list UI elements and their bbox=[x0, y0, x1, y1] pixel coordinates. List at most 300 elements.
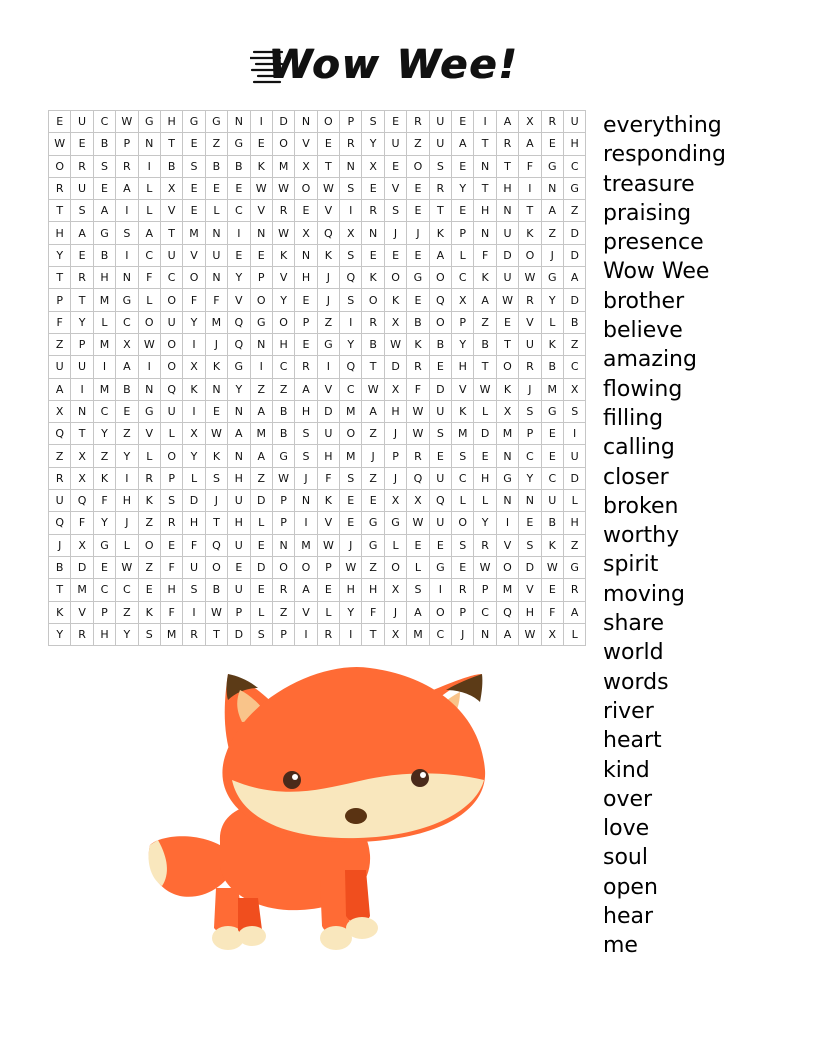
grid-cell: I bbox=[183, 400, 205, 422]
grid-cell: B bbox=[541, 512, 563, 534]
grid-cell: Y bbox=[93, 512, 115, 534]
word-list-item: words bbox=[603, 669, 669, 695]
grid-cell: P bbox=[228, 601, 250, 623]
grid-cell: L bbox=[474, 490, 496, 512]
grid-cell: N bbox=[205, 222, 227, 244]
grid-cell: G bbox=[250, 311, 272, 333]
fox-illustration bbox=[140, 660, 500, 960]
grid-cell: W bbox=[384, 333, 406, 355]
grid-cell: P bbox=[295, 311, 317, 333]
grid-cell: H bbox=[93, 267, 115, 289]
grid-cell: N bbox=[295, 490, 317, 512]
grid-cell: X bbox=[183, 423, 205, 445]
grid-cell: A bbox=[71, 222, 93, 244]
grid-cell: E bbox=[71, 244, 93, 266]
grid-cell: K bbox=[429, 222, 451, 244]
grid-cell: L bbox=[541, 311, 563, 333]
word-list-item: world bbox=[603, 640, 664, 666]
grid-cell: Y bbox=[49, 623, 71, 645]
grid-row bbox=[49, 512, 586, 534]
grid-cell: E bbox=[317, 133, 339, 155]
word-list-item: share bbox=[603, 611, 664, 637]
grid-cell: I bbox=[563, 423, 585, 445]
grid-cell: K bbox=[205, 356, 227, 378]
grid-cell: W bbox=[407, 400, 429, 422]
grid-cell: X bbox=[295, 222, 317, 244]
grid-cell: V bbox=[295, 133, 317, 155]
grid-cell: J bbox=[49, 534, 71, 556]
grid-cell: G bbox=[362, 512, 384, 534]
grid-cell: Y bbox=[340, 601, 362, 623]
grid-cell: A bbox=[93, 200, 115, 222]
grid-cell: U bbox=[71, 111, 93, 133]
grid-cell: O bbox=[160, 356, 182, 378]
grid-cell: X bbox=[496, 400, 518, 422]
grid-cell: I bbox=[317, 356, 339, 378]
grid-cell: S bbox=[407, 579, 429, 601]
grid-cell: W bbox=[317, 177, 339, 199]
grid-cell: C bbox=[429, 623, 451, 645]
grid-cell: G bbox=[228, 356, 250, 378]
word-list-item: me bbox=[603, 933, 638, 959]
grid-cell: L bbox=[452, 490, 474, 512]
title-banner bbox=[250, 44, 570, 90]
grid-cell: R bbox=[519, 289, 541, 311]
grid-cell: E bbox=[295, 200, 317, 222]
grid-cell: S bbox=[183, 579, 205, 601]
grid-cell: U bbox=[49, 490, 71, 512]
grid-cell: S bbox=[295, 423, 317, 445]
grid-cell: C bbox=[228, 200, 250, 222]
grid-cell: M bbox=[93, 289, 115, 311]
grid-cell: F bbox=[71, 512, 93, 534]
grid-cell: N bbox=[116, 267, 138, 289]
grid-cell: E bbox=[295, 289, 317, 311]
grid-cell: E bbox=[429, 356, 451, 378]
grid-cell: J bbox=[519, 378, 541, 400]
grid-cell: O bbox=[138, 311, 160, 333]
grid-cell: W bbox=[138, 333, 160, 355]
grid-cell: J bbox=[384, 423, 406, 445]
grid-cell: Q bbox=[340, 356, 362, 378]
word-list-item: moving bbox=[603, 581, 685, 607]
grid-cell: E bbox=[541, 133, 563, 155]
grid-cell: E bbox=[452, 155, 474, 177]
grid-cell: O bbox=[384, 556, 406, 578]
grid-cell: U bbox=[496, 222, 518, 244]
grid-cell: C bbox=[160, 267, 182, 289]
fox-nose bbox=[345, 808, 367, 824]
word-list-item: hear bbox=[603, 904, 654, 930]
grid-cell: E bbox=[183, 133, 205, 155]
grid-cell: E bbox=[250, 534, 272, 556]
grid-cell: X bbox=[116, 333, 138, 355]
grid-cell: G bbox=[362, 534, 384, 556]
grid-cell: W bbox=[272, 177, 294, 199]
grid-cell: U bbox=[541, 490, 563, 512]
grid-cell: F bbox=[205, 289, 227, 311]
grid-cell: N bbox=[340, 155, 362, 177]
grid-cell: N bbox=[138, 378, 160, 400]
grid-cell: P bbox=[49, 289, 71, 311]
grid-row bbox=[49, 311, 586, 333]
grid-cell: C bbox=[563, 356, 585, 378]
grid-cell: R bbox=[407, 356, 429, 378]
grid-cell: P bbox=[93, 601, 115, 623]
grid-cell: R bbox=[49, 177, 71, 199]
grid-cell: K bbox=[541, 534, 563, 556]
word-list-item: presence bbox=[603, 230, 704, 256]
grid-cell: F bbox=[407, 378, 429, 400]
grid-cell: U bbox=[429, 111, 451, 133]
grid-cell: L bbox=[250, 601, 272, 623]
grid-cell: H bbox=[384, 400, 406, 422]
grid-cell: H bbox=[49, 222, 71, 244]
grid-cell: H bbox=[295, 267, 317, 289]
grid-cell: S bbox=[519, 534, 541, 556]
grid-row bbox=[49, 289, 586, 311]
grid-cell: U bbox=[160, 311, 182, 333]
grid-cell: K bbox=[541, 333, 563, 355]
grid-cell: R bbox=[362, 200, 384, 222]
grid-cell: L bbox=[138, 177, 160, 199]
grid-row bbox=[49, 378, 586, 400]
grid-cell: I bbox=[429, 579, 451, 601]
grid-cell: W bbox=[205, 423, 227, 445]
word-list-item: worthy bbox=[603, 523, 680, 549]
grid-cell: G bbox=[429, 556, 451, 578]
grid-cell: F bbox=[183, 289, 205, 311]
grid-cell: B bbox=[228, 155, 250, 177]
grid-cell: O bbox=[496, 556, 518, 578]
grid-cell: H bbox=[228, 512, 250, 534]
grid-cell: D bbox=[563, 467, 585, 489]
grid-cell: G bbox=[183, 111, 205, 133]
grid-cell: N bbox=[205, 267, 227, 289]
grid-cell: M bbox=[183, 222, 205, 244]
grid-cell: Z bbox=[250, 467, 272, 489]
grid-cell: L bbox=[160, 423, 182, 445]
grid-cell: G bbox=[541, 155, 563, 177]
grid-cell: J bbox=[384, 222, 406, 244]
grid-cell: R bbox=[340, 133, 362, 155]
grid-cell: R bbox=[116, 155, 138, 177]
grid-cell: C bbox=[452, 267, 474, 289]
grid-cell: S bbox=[250, 623, 272, 645]
grid-cell: U bbox=[317, 423, 339, 445]
grid-cell: O bbox=[429, 267, 451, 289]
grid-cell: I bbox=[116, 244, 138, 266]
grid-cell: P bbox=[452, 222, 474, 244]
word-list-item: treasure bbox=[603, 171, 695, 197]
word-list-item: brother bbox=[603, 288, 685, 314]
grid-cell: P bbox=[452, 601, 474, 623]
grid-cell: Z bbox=[563, 200, 585, 222]
grid-cell: J bbox=[205, 490, 227, 512]
grid-cell: Y bbox=[452, 177, 474, 199]
grid-cell: E bbox=[295, 333, 317, 355]
grid-cell: M bbox=[205, 311, 227, 333]
grid-cell: A bbox=[138, 222, 160, 244]
grid-row bbox=[49, 534, 586, 556]
grid-cell: U bbox=[228, 490, 250, 512]
grid-cell: W bbox=[496, 289, 518, 311]
grid-cell: Z bbox=[474, 311, 496, 333]
fox-eye-right bbox=[411, 769, 429, 787]
grid-cell: M bbox=[93, 333, 115, 355]
grid-cell: N bbox=[228, 445, 250, 467]
grid-cell: K bbox=[452, 400, 474, 422]
grid-cell: N bbox=[474, 623, 496, 645]
grid-cell: L bbox=[138, 289, 160, 311]
grid-cell: L bbox=[384, 534, 406, 556]
grid-cell: T bbox=[362, 356, 384, 378]
grid-cell: N bbox=[496, 490, 518, 512]
grid-cell: G bbox=[272, 445, 294, 467]
grid-cell: M bbox=[496, 579, 518, 601]
grid-cell: N bbox=[205, 378, 227, 400]
grid-cell: A bbox=[429, 244, 451, 266]
grid-cell: Z bbox=[563, 333, 585, 355]
grid-cell: P bbox=[250, 267, 272, 289]
grid-cell: L bbox=[205, 200, 227, 222]
grid-cell: H bbox=[496, 177, 518, 199]
grid-cell: K bbox=[407, 333, 429, 355]
grid-cell: K bbox=[205, 445, 227, 467]
grid-cell: C bbox=[340, 378, 362, 400]
grid-cell: E bbox=[474, 445, 496, 467]
grid-cell: Z bbox=[116, 601, 138, 623]
grid-cell: O bbox=[138, 534, 160, 556]
grid-cell: I bbox=[183, 601, 205, 623]
grid-cell: K bbox=[474, 267, 496, 289]
grid-cell: N bbox=[250, 222, 272, 244]
grid-cell: E bbox=[452, 200, 474, 222]
grid-cell: T bbox=[362, 623, 384, 645]
grid-cell: O bbox=[49, 155, 71, 177]
grid-cell: G bbox=[496, 467, 518, 489]
grid-cell: R bbox=[407, 445, 429, 467]
grid-cell: J bbox=[317, 267, 339, 289]
grid-cell: A bbox=[563, 267, 585, 289]
grid-cell: E bbox=[93, 177, 115, 199]
grid-cell: F bbox=[519, 155, 541, 177]
grid-cell: U bbox=[228, 579, 250, 601]
grid-cell: R bbox=[519, 356, 541, 378]
word-list-item: kind bbox=[603, 757, 650, 783]
grid-cell: D bbox=[496, 244, 518, 266]
grid-cell: W bbox=[362, 378, 384, 400]
grid-cell: O bbox=[250, 289, 272, 311]
grid-cell: L bbox=[183, 467, 205, 489]
grid-cell: M bbox=[340, 400, 362, 422]
grid-cell: V bbox=[384, 177, 406, 199]
grid-cell: Z bbox=[138, 556, 160, 578]
grid-cell: L bbox=[563, 623, 585, 645]
grid-cell: E bbox=[541, 579, 563, 601]
grid-cell: X bbox=[384, 311, 406, 333]
grid-cell: B bbox=[362, 333, 384, 355]
grid-cell: G bbox=[205, 111, 227, 133]
grid-cell: S bbox=[93, 155, 115, 177]
grid-cell: O bbox=[340, 423, 362, 445]
word-list-item: responding bbox=[603, 142, 726, 168]
grid-cell: E bbox=[452, 556, 474, 578]
grid-cell: Y bbox=[452, 333, 474, 355]
grid-cell: V bbox=[519, 579, 541, 601]
grid-cell: U bbox=[563, 445, 585, 467]
grid-cell: W bbox=[340, 556, 362, 578]
word-list-item: filling bbox=[603, 405, 664, 431]
grid-cell: W bbox=[407, 512, 429, 534]
grid-cell: G bbox=[93, 534, 115, 556]
grid-cell: A bbox=[250, 400, 272, 422]
grid-row bbox=[49, 445, 586, 467]
grid-cell: E bbox=[116, 400, 138, 422]
grid-cell: C bbox=[452, 467, 474, 489]
grid-cell: W bbox=[519, 623, 541, 645]
grid-cell: V bbox=[295, 601, 317, 623]
grid-cell: C bbox=[93, 400, 115, 422]
grid-cell: Q bbox=[429, 490, 451, 512]
grid-cell: Y bbox=[541, 289, 563, 311]
grid-cell: N bbox=[496, 200, 518, 222]
grid-cell: M bbox=[541, 378, 563, 400]
grid-cell: O bbox=[160, 445, 182, 467]
grid-cell: J bbox=[452, 623, 474, 645]
grid-cell: V bbox=[272, 267, 294, 289]
grid-cell: Z bbox=[563, 534, 585, 556]
grid-cell: S bbox=[563, 400, 585, 422]
grid-cell: E bbox=[71, 133, 93, 155]
grid-cell: V bbox=[71, 601, 93, 623]
grid-cell: I bbox=[496, 512, 518, 534]
grid-cell: G bbox=[541, 400, 563, 422]
grid-cell: N bbox=[250, 333, 272, 355]
grid-cell: U bbox=[160, 244, 182, 266]
grid-cell: W bbox=[250, 177, 272, 199]
grid-cell: O bbox=[295, 556, 317, 578]
grid-cell: V bbox=[317, 378, 339, 400]
grid-cell: F bbox=[160, 556, 182, 578]
grid-cell: B bbox=[429, 333, 451, 355]
grid-cell: X bbox=[340, 222, 362, 244]
word-list bbox=[603, 111, 726, 961]
grid-cell: L bbox=[474, 400, 496, 422]
grid-cell: B bbox=[160, 155, 182, 177]
grid-cell: B bbox=[474, 333, 496, 355]
grid-cell: Z bbox=[541, 222, 563, 244]
fox-leg-front-right bbox=[345, 870, 370, 924]
grid-cell: J bbox=[317, 289, 339, 311]
grid-cell: F bbox=[317, 467, 339, 489]
grid-cell: T bbox=[49, 579, 71, 601]
grid-cell: R bbox=[452, 579, 474, 601]
grid-cell: Q bbox=[228, 333, 250, 355]
grid-cell: N bbox=[295, 111, 317, 133]
grid-cell: K bbox=[362, 267, 384, 289]
grid-cell: F bbox=[138, 267, 160, 289]
grid-cell: R bbox=[429, 177, 451, 199]
grid-cell: E bbox=[340, 512, 362, 534]
grid-cell: G bbox=[138, 111, 160, 133]
grid-cell: E bbox=[452, 111, 474, 133]
grid-cell: W bbox=[474, 556, 496, 578]
grid-cell: O bbox=[205, 556, 227, 578]
grid-cell: R bbox=[362, 311, 384, 333]
grid-cell: N bbox=[272, 534, 294, 556]
grid-cell: K bbox=[183, 378, 205, 400]
grid-cell: T bbox=[49, 200, 71, 222]
grid-cell: H bbox=[272, 333, 294, 355]
grid-row bbox=[49, 579, 586, 601]
page-title: Wow Wee! bbox=[268, 42, 519, 88]
grid-cell: O bbox=[317, 111, 339, 133]
word-list-item: Wow Wee bbox=[603, 259, 710, 285]
grid-cell: E bbox=[160, 534, 182, 556]
grid-row bbox=[49, 155, 586, 177]
grid-cell: X bbox=[49, 400, 71, 422]
grid-cell: H bbox=[183, 512, 205, 534]
grid-cell: V bbox=[496, 534, 518, 556]
grid-row bbox=[49, 356, 586, 378]
grid-cell: R bbox=[71, 155, 93, 177]
grid-cell: Q bbox=[71, 490, 93, 512]
grid-cell: X bbox=[384, 378, 406, 400]
grid-cell: Q bbox=[49, 423, 71, 445]
grid-cell: Z bbox=[93, 445, 115, 467]
grid-cell: J bbox=[362, 445, 384, 467]
grid-cell: U bbox=[496, 267, 518, 289]
grid-cell: D bbox=[228, 623, 250, 645]
word-list-item: love bbox=[603, 816, 650, 842]
grid-cell: A bbox=[49, 378, 71, 400]
grid-cell: I bbox=[138, 155, 160, 177]
word-list-item: river bbox=[603, 698, 654, 724]
grid-cell: M bbox=[340, 445, 362, 467]
grid-row bbox=[49, 490, 586, 512]
grid-cell: O bbox=[272, 556, 294, 578]
grid-cell: E bbox=[138, 579, 160, 601]
grid-cell: I bbox=[340, 311, 362, 333]
grid-row bbox=[49, 423, 586, 445]
grid-cell: U bbox=[71, 177, 93, 199]
grid-cell: P bbox=[384, 445, 406, 467]
grid-cell: K bbox=[317, 490, 339, 512]
grid-cell: L bbox=[250, 512, 272, 534]
grid-cell: S bbox=[384, 200, 406, 222]
word-list-item: soul bbox=[603, 845, 648, 871]
grid-cell: Z bbox=[138, 512, 160, 534]
grid-cell: O bbox=[429, 601, 451, 623]
grid-row bbox=[49, 267, 586, 289]
grid-cell: G bbox=[407, 267, 429, 289]
grid-cell: H bbox=[452, 356, 474, 378]
grid-cell: S bbox=[429, 423, 451, 445]
grid-row bbox=[49, 623, 586, 645]
grid-row bbox=[49, 556, 586, 578]
grid-cell: C bbox=[272, 356, 294, 378]
grid-cell: V bbox=[317, 200, 339, 222]
grid-cell: P bbox=[160, 467, 182, 489]
grid-cell: S bbox=[71, 200, 93, 222]
grid-cell: V bbox=[250, 200, 272, 222]
grid-cell: E bbox=[205, 177, 227, 199]
grid-cell: V bbox=[183, 244, 205, 266]
grid-cell: R bbox=[160, 512, 182, 534]
grid-cell: I bbox=[138, 356, 160, 378]
grid-cell: T bbox=[49, 267, 71, 289]
